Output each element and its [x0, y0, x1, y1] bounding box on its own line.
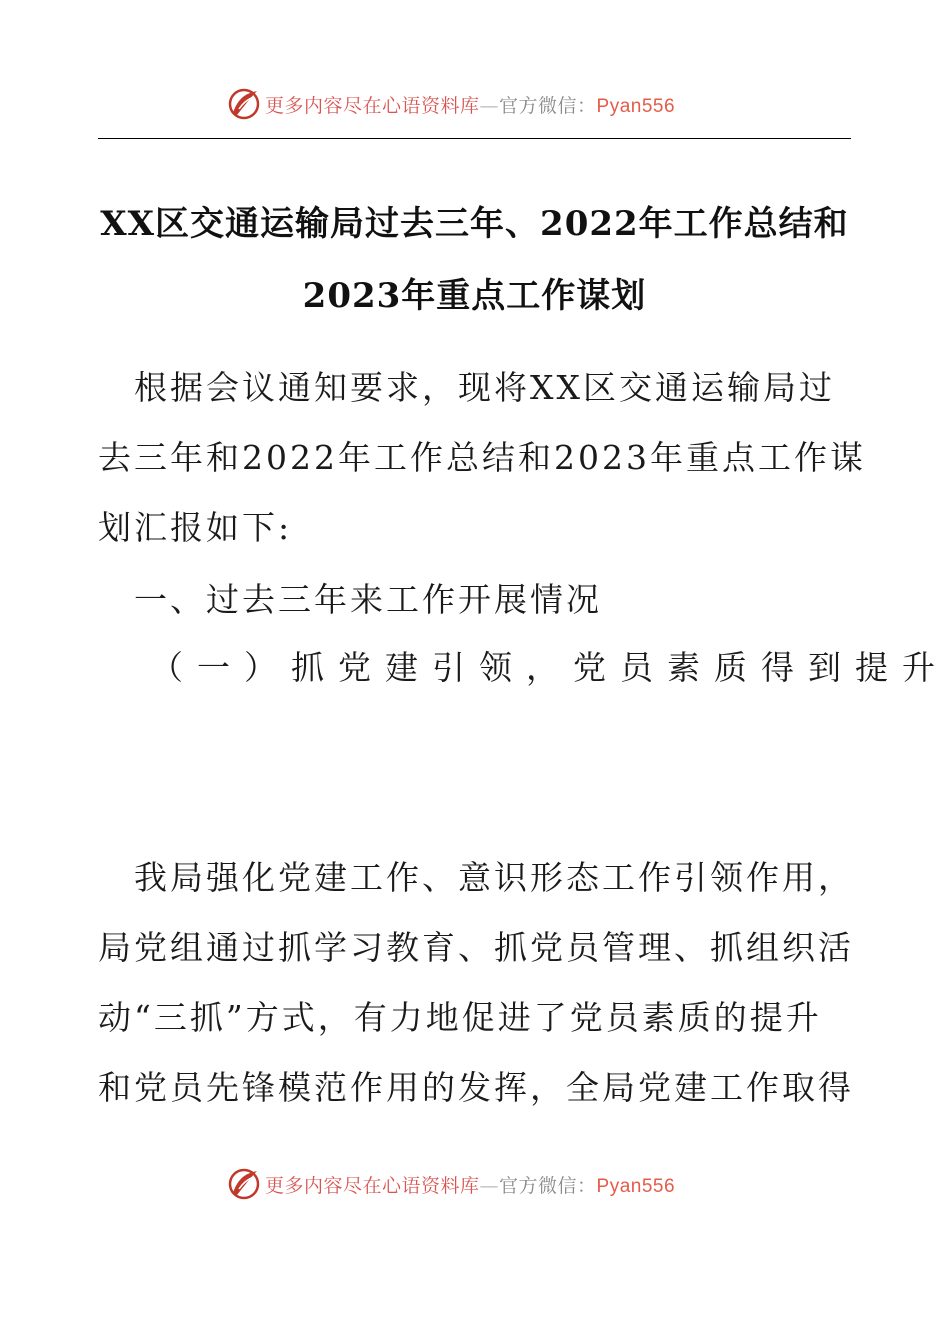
subsection-heading-1: （一）抓党建引领，党员素质得到提升 — [150, 648, 949, 687]
header-banner-text — [265, 91, 675, 118]
brand-logo-icon — [227, 1167, 261, 1201]
footer-dash: — — [479, 1174, 500, 1197]
section-heading-1: 一、过去三年来工作开展情况 — [98, 580, 602, 619]
footer-wechat-label: 官方微信： — [499, 1174, 597, 1197]
body-line-2: 去三年和2022年工作总结和2023年重点工作谋 — [98, 438, 866, 477]
header-banner — [0, 82, 950, 122]
footer-banner — [0, 1162, 950, 1202]
body-line-5: 局党组通过抓学习教育、抓党员管理、抓组织活 — [98, 928, 854, 967]
header-wechat-id: Pyan556 — [596, 95, 676, 117]
header-divider — [98, 138, 851, 139]
body-line-4: 我局强化党建工作、意识形态工作引领作用， — [98, 858, 854, 897]
body-line-6: 动“三抓”方式，有力地促进了党员素质的提升 — [98, 998, 822, 1037]
body-line-1: 根据会议通知要求，现将XX区交通运输局过 — [98, 368, 835, 407]
body-line-7: 和党员先锋模范作用的发挥，全局党建工作取得 — [98, 1068, 854, 1107]
brand-logo-icon — [227, 87, 261, 121]
footer-site-text: 更多内容尽在心语资料库 — [265, 1174, 480, 1197]
document-title-line-2: 2023年重点工作谋划 — [302, 276, 647, 316]
document-title-line-1: XX区交通运输局过去三年、2022年工作总结和 — [100, 204, 849, 244]
footer-wechat-id: Pyan556 — [596, 1175, 676, 1197]
header-wechat-label: 官方微信： — [499, 94, 597, 117]
header-dash: — — [479, 94, 500, 117]
header-site-text: 更多内容尽在心语资料库 — [265, 94, 480, 117]
body-line-3: 划汇报如下: — [98, 508, 293, 547]
footer-banner-text — [265, 1171, 675, 1198]
